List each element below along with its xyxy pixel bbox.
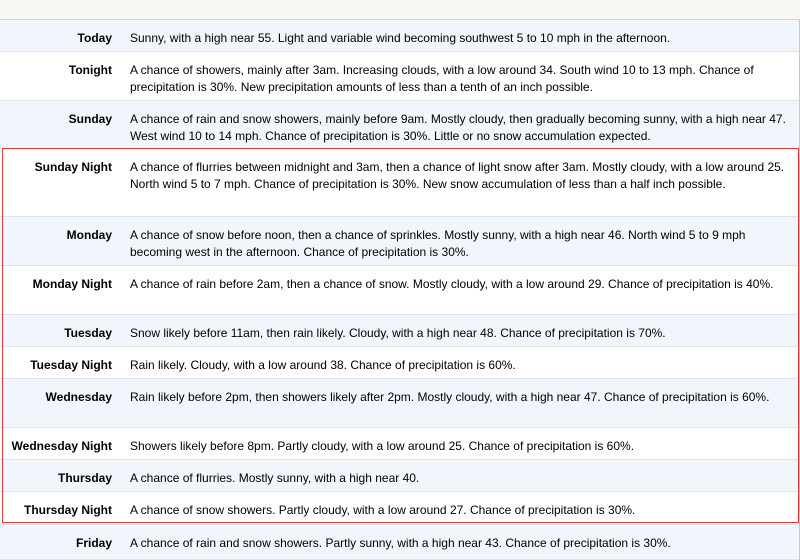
forecast-row (0, 379, 800, 428)
forecast-row (0, 149, 800, 217)
forecast-row (0, 20, 800, 52)
forecast-row (0, 492, 800, 525)
forecast-text: A chance of snow showers. Partly cloudy, with a low around 27. Chance of precipitation is 30%. (130, 503, 636, 517)
forecast-text: A chance of rain and snow showers. Partly sunny, with a high near 43. Chance of precipitation is 30%. (130, 536, 671, 550)
forecast-text: A chance of rain before 2am, then a chance of snow. Mostly cloudy, with a low around 29. Chance of precipitation is 40%. (130, 277, 774, 291)
forecast-text: Rain likely. Cloudy, with a low around 38. Chance of precipitation is 60%. (130, 358, 516, 372)
forecast-text: Showers likely before 8pm. Partly cloudy, with a low around 25. Chance of precipitation is 60%. (130, 439, 635, 453)
forecast-period: Thursday (57, 471, 112, 485)
forecast-period: Tuesday Night (30, 358, 112, 372)
forecast-period: Sunday Night (34, 160, 112, 174)
forecast-row (0, 217, 800, 266)
forecast-table (0, 20, 800, 560)
forecast-row (0, 266, 800, 315)
forecast-period: Sunday (68, 112, 112, 126)
forecast-period: Wednesday (45, 390, 112, 404)
forecast-row (0, 460, 800, 492)
forecast-text: Rain likely before 2pm, then showers likely after 2pm. Mostly cloudy, with a high near 47. Chance of precipitation is 60%. (130, 390, 770, 404)
forecast-period: Wednesday Night (11, 439, 112, 453)
forecast-row (0, 525, 800, 560)
forecast-row (0, 347, 800, 379)
forecast-row (0, 315, 800, 347)
forecast-text: Snow likely before 11am, then rain likely. Cloudy, with a high near 48. Chance of precipitation is 70%. (130, 326, 666, 340)
forecast-period: Friday (75, 536, 112, 550)
forecast-row (0, 101, 800, 149)
forecast-period: Monday (66, 228, 112, 242)
forecast-text: A chance of flurries. Mostly sunny, with a high near 40. (130, 471, 420, 485)
forecast-period: Thursday Night (23, 503, 112, 517)
forecast-row (0, 52, 800, 101)
forecast-text: A chance of snow before noon, then a chance of sprinkles. Mostly sunny, with a high near 46. North wind 5 to 9 mph becoming west in the afternoon. Chance of precipitation is 30%. (130, 228, 746, 259)
forecast-text: Sunny, with a high near 55. Light and variable wind becoming southwest 5 to 10 mph in the afternoon. (130, 31, 671, 45)
forecast-text: A chance of showers, mainly after 3am. Increasing clouds, with a low around 34. South wind 10 to 13 mph. Chance of precipitation is 30%. New precipitation amounts of less than a tenth of an inch possible. (130, 63, 754, 94)
forecast-period: Monday Night (32, 277, 112, 291)
forecast-text: A chance of flurries between midnight and 3am, then a chance of light snow after 3am. Mostly cloudy, with a low around 25. North wind 5 to 7 mph. Chance of precipitation is 30%. New snow accumulation of less than a half inch possible. (130, 160, 785, 191)
forecast-text: A chance of rain and snow showers, mainly before 9am. Mostly cloudy, then gradually becoming sunny, with a high near 47. West wind 10 to 14 mph. Chance of precipitation is 30%. Little or no snow accumulation expected. (130, 112, 786, 143)
forecast-row (0, 428, 800, 460)
forecast-period: Today (77, 31, 112, 45)
forecast-period: Tuesday (64, 326, 112, 340)
forecast-period: Tonight (68, 63, 112, 77)
top-bar (0, 0, 800, 20)
